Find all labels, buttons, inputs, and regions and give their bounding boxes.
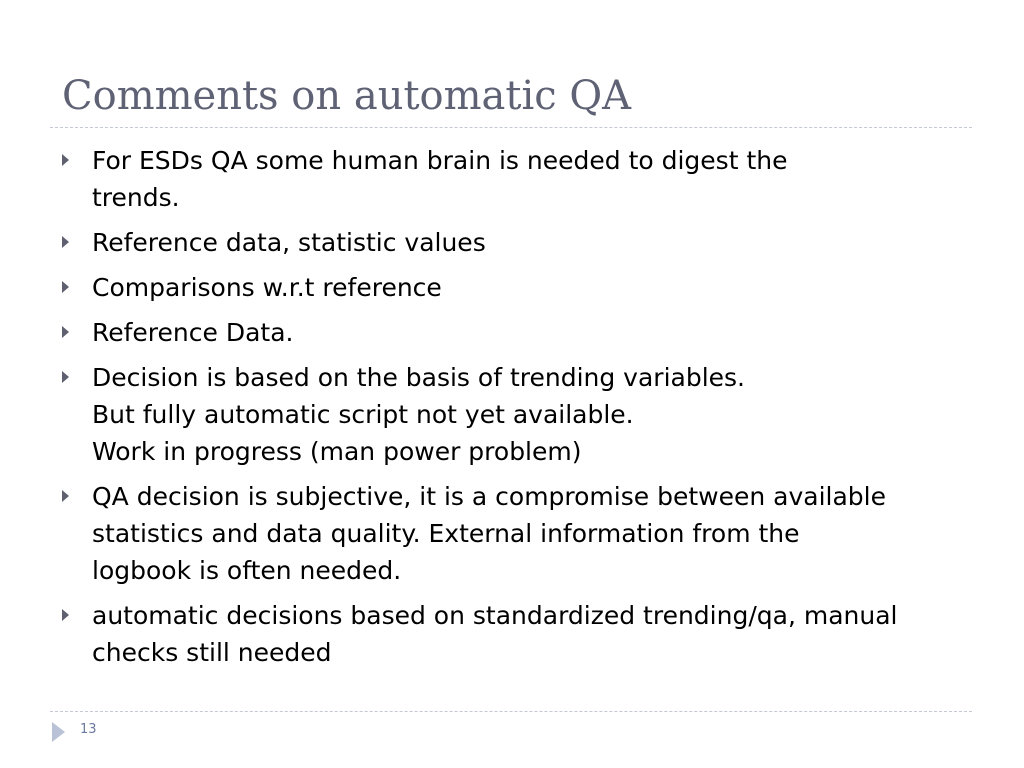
- bullet-arrow-icon: [62, 154, 69, 166]
- bullet-arrow-icon: [62, 609, 69, 621]
- bullet-item: [62, 597, 972, 671]
- bullet-arrow-icon: [62, 490, 69, 502]
- bullet-item: [62, 142, 972, 216]
- bullet-text: For ESDs QA some human brain is needed to digest the trends.: [92, 146, 788, 212]
- bullet-list: [62, 142, 972, 679]
- bullet-item: [62, 478, 972, 589]
- bullet-item: [62, 269, 972, 306]
- bullet-text: Reference Data.: [92, 318, 294, 347]
- bullet-text: automatic decisions based on standardized trending/qa, manual checks still needed: [92, 601, 898, 667]
- bullet-item: [62, 314, 972, 351]
- footer-arrow-icon: [52, 722, 65, 742]
- page-number: 13: [80, 722, 97, 737]
- bullet-arrow-icon: [62, 236, 69, 248]
- bullet-text: Reference data, statistic values: [92, 228, 486, 257]
- bullet-item: [62, 359, 972, 470]
- bullet-item: [62, 224, 972, 261]
- slide-title: Comments on automatic QA: [62, 73, 632, 119]
- bullet-text: QA decision is subjective, it is a compromise between available statistics and data quality. External information from the logbook is often needed.: [92, 482, 886, 585]
- title-divider: [50, 127, 972, 128]
- footer-divider: [50, 711, 972, 712]
- bullet-arrow-icon: [62, 371, 69, 383]
- bullet-text: Decision is based on the basis of trending variables. But fully automatic script not yet available. Work in progress (man power problem): [92, 363, 746, 466]
- bullet-arrow-icon: [62, 281, 69, 293]
- bullet-arrow-icon: [62, 326, 69, 338]
- bullet-text: Comparisons w.r.t reference: [92, 273, 442, 302]
